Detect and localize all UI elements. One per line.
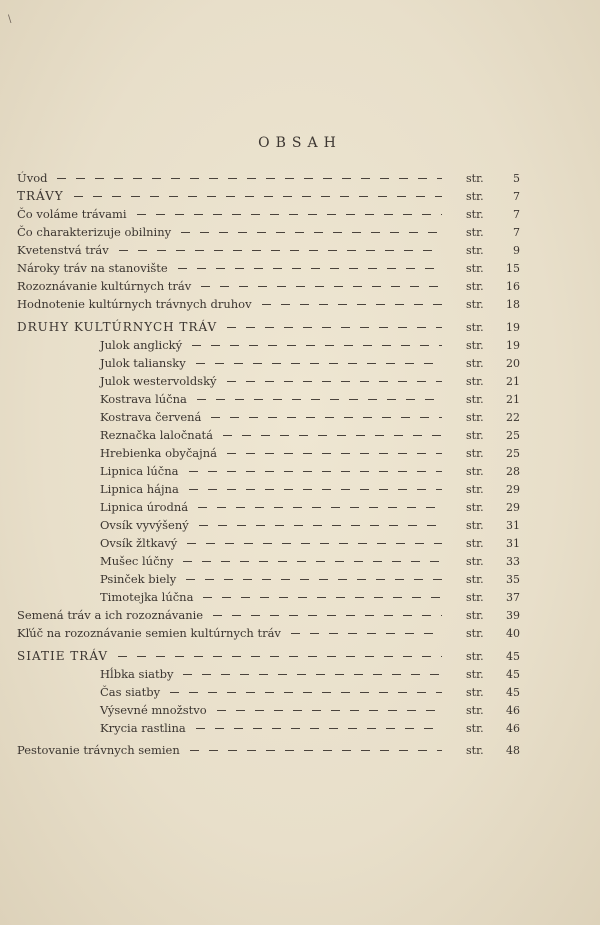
toc-entry-page: 5 [513,172,520,185]
toc-entry-page: 45 [506,668,520,681]
page-abbrev: str. [466,321,484,334]
leader-dashes [199,525,442,526]
toc-entry-label: Čas siatby [100,685,161,699]
leader-dashes [189,489,442,490]
leader-dashes [203,597,442,598]
toc-entry-label: Ovsík vyvýšený [100,518,189,532]
toc-entry-label: Kostrava lúčna [100,392,187,406]
page-abbrev: str. [466,339,484,352]
page-abbrev: str. [466,226,484,239]
toc-entry-page: 22 [506,411,520,424]
toc-entry-page: 37 [506,591,520,604]
toc-entry-page: 18 [506,298,520,311]
toc-entry-label: TRÁVY [17,189,64,203]
leader-dashes [217,710,442,711]
toc-entry-page: 35 [506,573,520,586]
leader-dashes [201,286,442,287]
leader-dashes [186,579,442,580]
page-abbrev: str. [466,262,484,275]
toc-entry [0,702,600,719]
leader-dashes [196,728,442,729]
toc-entry [0,224,600,241]
toc-entry [0,445,600,462]
toc-entry-label: Julok taliansky [100,356,186,370]
toc-entry-label: Julok westervoldský [100,374,217,388]
toc-entry-label: Hĺbka siatby [100,667,174,681]
page-abbrev: str. [466,744,484,757]
toc-entry-page: 45 [506,650,520,663]
toc-entry [0,188,600,205]
leader-dashes [119,250,442,251]
leader-dashes [181,232,442,233]
toc-entry [0,242,600,259]
page-abbrev: str. [466,573,484,586]
toc-entry-label: Mušec lúčny [100,554,174,568]
toc-entry [0,499,600,516]
leader-dashes [187,543,442,544]
toc-entry [0,463,600,480]
toc-entry [0,553,600,570]
page-title: OBSAH [258,135,342,151]
leader-dashes [190,750,442,751]
page-abbrev: str. [466,650,484,663]
toc-entry [0,373,600,390]
toc-entry [0,409,600,426]
leader-dashes [183,561,442,562]
leader-dashes [223,435,442,436]
page-abbrev: str. [466,190,484,203]
leader-dashes [227,381,442,382]
toc-entry-label: Hrebienka obyčajná [100,446,217,460]
page-abbrev: str. [466,591,484,604]
toc-entry-page: 28 [506,465,520,478]
toc-entry-label: Krycia rastlina [100,721,186,735]
toc-entry-page: 19 [506,321,520,334]
toc-entry-label: Pestovanie trávnych semien [17,743,180,757]
toc-entry [0,517,600,534]
toc-entry-page: 39 [506,609,520,622]
page-abbrev: str. [466,668,484,681]
toc-entry [0,742,600,759]
page-abbrev: str. [466,627,484,640]
toc-entry-page: 7 [513,208,520,221]
toc-entry-label: Julok anglický [100,338,183,352]
toc-entry [0,337,600,354]
toc-entry [0,355,600,372]
leader-dashes [262,304,442,305]
leader-dashes [74,196,442,197]
toc-entry-label: Kostrava červená [100,410,202,424]
toc-entry [0,278,600,295]
toc-entry-label: Semená tráv a ich rozoznávanie [17,608,204,622]
toc-entry-label: Lipnica lúčna [100,464,179,478]
toc-entry [0,720,600,737]
leader-dashes [227,327,442,328]
toc-entry-page: 33 [506,555,520,568]
page-abbrev: str. [466,411,484,424]
toc-entry-label: DRUHY KULTÚRNYCH TRÁV [17,320,218,334]
toc-entry-page: 21 [506,393,520,406]
page-abbrev: str. [466,357,484,370]
page-abbrev: str. [466,501,484,514]
toc-entry [0,684,600,701]
toc-entry-label: Timotejka lúčna [100,590,194,604]
toc-entry [0,666,600,683]
toc-entry-page: 29 [506,501,520,514]
toc-entry-page: 19 [506,339,520,352]
leader-dashes [189,471,442,472]
page-abbrev: str. [466,722,484,735]
toc-entry-label: Lipnica hájna [100,482,179,496]
toc-entry-label: Výsevné množstvo [100,703,207,717]
toc-entry [0,625,600,642]
toc-entry [0,296,600,313]
page-abbrev: str. [466,704,484,717]
leader-dashes [183,674,442,675]
toc-entry [0,427,600,444]
toc-entry [0,571,600,588]
toc-entry [0,607,600,624]
toc-entry-page: 25 [506,447,520,460]
toc-entry-page: 7 [513,226,520,239]
toc-entry-label: SIATIE TRÁV [17,649,109,663]
page-abbrev: str. [466,429,484,442]
leader-dashes [213,615,442,616]
page-abbrev: str. [466,447,484,460]
page-abbrev: str. [466,280,484,293]
toc-entry-page: 16 [506,280,520,293]
leader-dashes [192,345,442,346]
toc-entry [0,260,600,277]
toc-entry [0,206,600,223]
page-abbrev: str. [466,244,484,257]
leader-dashes [170,692,442,693]
toc-entry-label: Rozoznávanie kultúrnych tráv [17,279,192,293]
toc-entry-page: 31 [506,537,520,550]
toc-entry-page: 9 [513,244,520,257]
page-abbrev: str. [466,555,484,568]
toc-entry [0,589,600,606]
leader-dashes [198,507,442,508]
toc-entry-label: Lipnica úrodná [100,500,189,514]
toc-entry-page: 21 [506,375,520,388]
toc-entry-page: 25 [506,429,520,442]
toc-entry [0,170,600,187]
toc-entry-label: Kvetenstvá tráv [17,243,109,257]
page-abbrev: str. [466,537,484,550]
leader-dashes [291,633,442,634]
toc-entry-page: 48 [506,744,520,757]
toc-entry [0,535,600,552]
toc-entry-label: Nároky tráv na stanovište [17,261,168,275]
toc-entry-page: 46 [506,704,520,717]
toc-entry-label: Čo voláme trávami [17,207,127,221]
leader-dashes [227,453,442,454]
leader-dashes [118,656,442,657]
page-abbrev: str. [466,483,484,496]
toc-entry [0,319,600,336]
toc-entry-page: 46 [506,722,520,735]
toc-entry-label: Psinček biely [100,572,177,586]
toc-entry-label: Reznačka laločnatá [100,428,214,442]
page-abbrev: str. [466,519,484,532]
toc-entry-label: Čo charakterizuje obilniny [17,225,172,239]
page-abbrev: str. [466,465,484,478]
toc-entry [0,481,600,498]
leader-dashes [57,178,442,179]
toc-entry-page: 7 [513,190,520,203]
leader-dashes [197,399,442,400]
toc-entry-page: 29 [506,483,520,496]
toc-entry-page: 40 [506,627,520,640]
toc-entry-page: 31 [506,519,520,532]
toc-entry-label: Hodnotenie kultúrnych trávnych druhov [17,297,252,311]
page-abbrev: str. [466,393,484,406]
leader-dashes [178,268,442,269]
page-abbrev: str. [466,298,484,311]
corner-mark: \ [8,14,12,25]
toc-entry-page: 20 [506,357,520,370]
leader-dashes [137,214,442,215]
leader-dashes [211,417,442,418]
page-abbrev: str. [466,686,484,699]
toc-entry-page: 15 [506,262,520,275]
toc-entry [0,391,600,408]
page-abbrev: str. [466,375,484,388]
toc-entry-page: 45 [506,686,520,699]
page-abbrev: str. [466,172,484,185]
page-abbrev: str. [466,208,484,221]
page-abbrev: str. [466,609,484,622]
toc-entry [0,648,600,665]
toc-entry-label: Ovsík žltkavý [100,536,178,550]
toc-entry-label: Úvod [17,171,48,185]
toc-entry-label: Kľúč na rozoznávanie semien kultúrnych tráv [17,626,281,640]
leader-dashes [196,363,442,364]
